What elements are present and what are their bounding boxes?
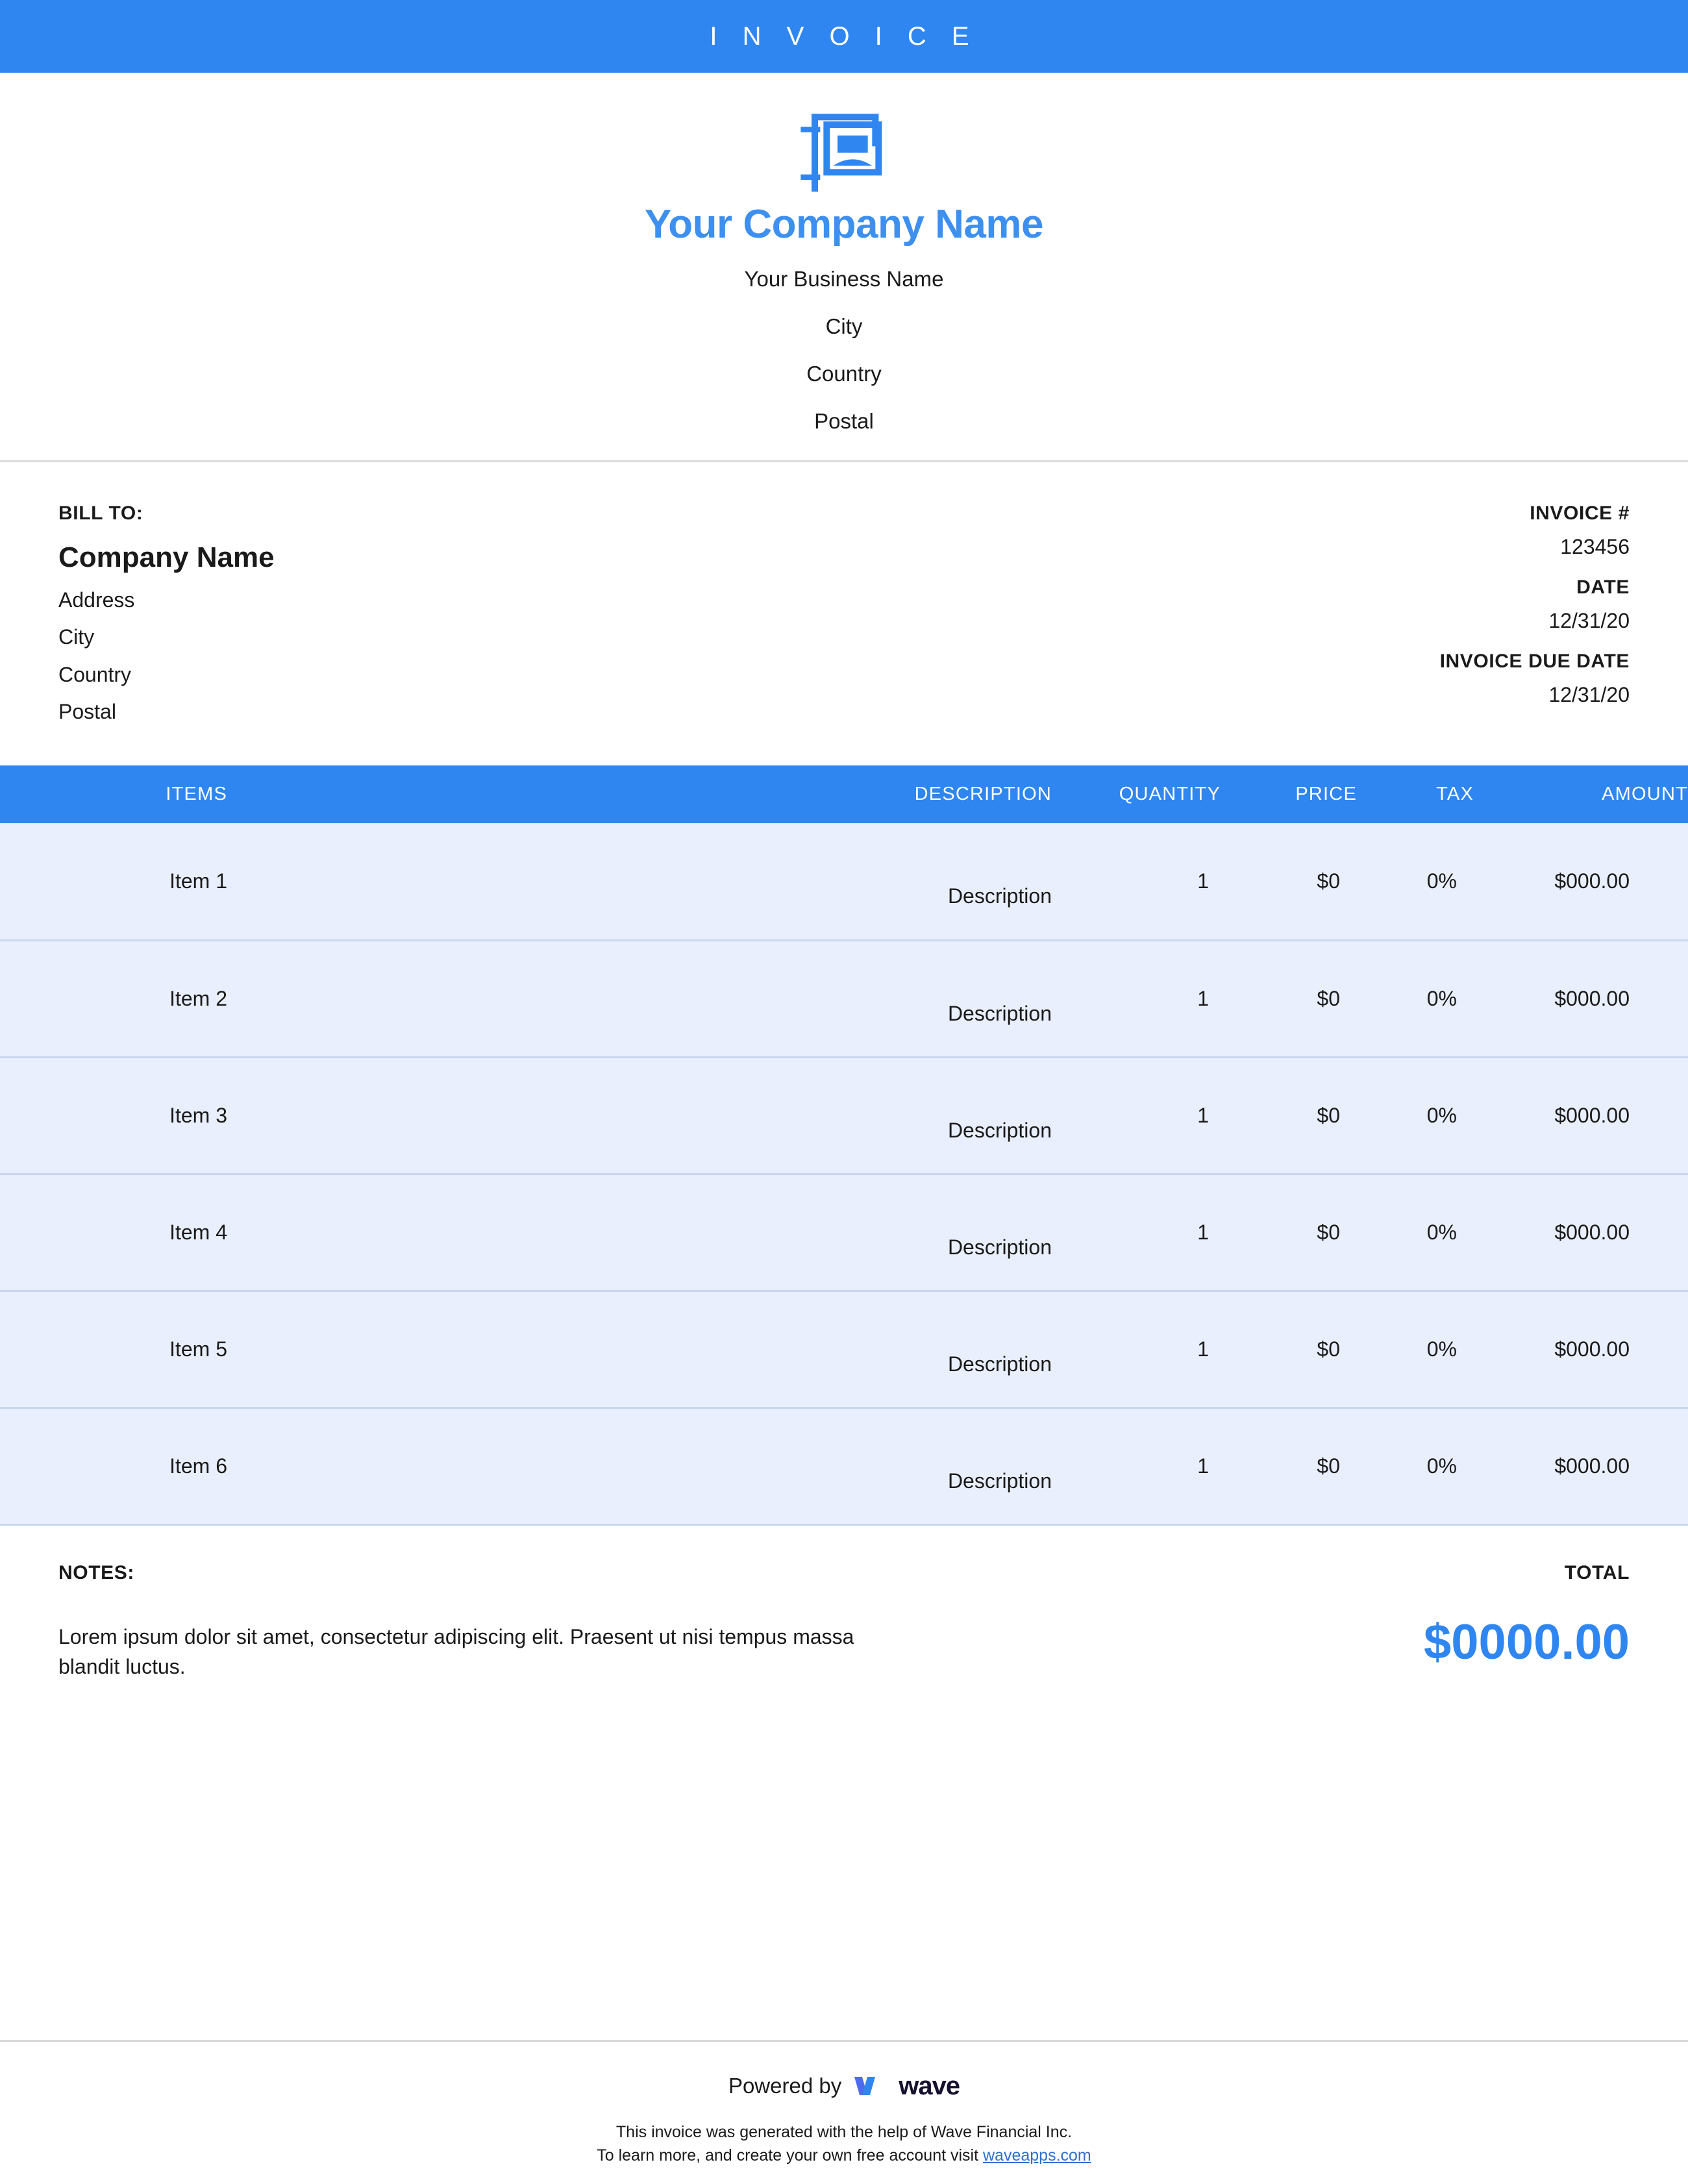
row-item: Item 6: [169, 1454, 227, 1478]
invoice-footer: [0, 2040, 1688, 2184]
invoice-meta-section: [0, 462, 1688, 765]
row-price: $0: [1317, 1220, 1340, 1244]
table-row: [0, 823, 1688, 940]
wave-logo-icon: [852, 2073, 888, 2099]
row-amount: $000.00: [1554, 986, 1630, 1010]
invoice-due-date-label: INVOICE DUE DATE: [1439, 651, 1630, 672]
row-amount: $000.00: [1554, 1454, 1630, 1478]
row-quantity: 1: [1197, 1103, 1209, 1127]
line-items-table: [0, 765, 1688, 1526]
row-price: $0: [1317, 1337, 1340, 1361]
line-items-header: [0, 765, 1688, 823]
table-row: [0, 1291, 1688, 1408]
row-price: $0: [1317, 869, 1340, 893]
wave-wordmark: wave: [899, 2071, 960, 2100]
footer-note: [0, 2120, 1688, 2168]
row-tax: 0%: [1426, 1220, 1457, 1244]
row-item: Item 3: [169, 1103, 227, 1127]
notes-label: NOTES:: [58, 1561, 134, 1583]
company-line-business: Your Business Name: [744, 267, 944, 291]
invoice-due-date-value: 12/31/20: [1548, 683, 1630, 706]
line-items-body: [0, 823, 1688, 1524]
row-amount: $000.00: [1554, 1220, 1630, 1244]
table-row: [0, 940, 1688, 1057]
row-tax: 0%: [1426, 986, 1457, 1010]
total-amount: $0000.00: [1424, 1614, 1630, 1670]
company-name: Your Company Name: [645, 202, 1043, 247]
footer-note-line2-prefix: To learn more, and create your own free account visit: [597, 2146, 983, 2165]
company-line-city: City: [825, 314, 863, 338]
footer-note-line2: [0, 2144, 1688, 2167]
invoice-date-value: 12/31/20: [1548, 609, 1630, 632]
row-description: Description: [947, 1352, 1052, 1376]
bill-to-postal: Postal: [58, 699, 116, 723]
row-price: $0: [1317, 1103, 1340, 1127]
row-item: Item 4: [169, 1220, 227, 1244]
row-item: Item 2: [169, 986, 227, 1010]
row-price: $0: [1317, 1454, 1340, 1478]
row-quantity: 1: [1197, 1454, 1209, 1478]
notes-text: Lorem ipsum dolor sit amet, consectetur adipiscing elit. Praesent ut nisi tempus massa blandit luctus.: [58, 1624, 854, 1678]
invoice-banner: [0, 0, 1688, 73]
row-tax: 0%: [1426, 1103, 1457, 1127]
invoice-number-value: 123456: [1560, 535, 1630, 558]
total-block: [1424, 1562, 1630, 2040]
header-quantity: QUANTITY: [1052, 765, 1221, 823]
row-description: Description: [947, 884, 1052, 908]
table-row: [0, 1174, 1688, 1291]
bill-to-address: Address: [58, 588, 135, 612]
powered-by-label: Powered by: [728, 2074, 842, 2098]
header-items: ITEMS: [0, 765, 227, 823]
row-amount: $000.00: [1554, 869, 1630, 893]
notes-block: [58, 1562, 902, 2040]
bill-to-city: City: [58, 625, 95, 649]
table-row: [0, 1057, 1688, 1174]
row-quantity: 1: [1197, 986, 1209, 1010]
storefront-sign-icon: [789, 112, 899, 196]
invoice-number-label: INVOICE #: [1530, 503, 1630, 524]
powered-by-block: [0, 2072, 1688, 2101]
bill-to-label: BILL TO:: [58, 503, 143, 524]
total-label: TOTAL: [1564, 1561, 1630, 1583]
waveapps-link[interactable]: waveapps.com: [983, 2146, 1091, 2165]
table-row: [0, 1408, 1688, 1524]
row-description: Description: [947, 1235, 1052, 1259]
header-price: PRICE: [1221, 765, 1357, 823]
header-description: DESCRIPTION: [227, 765, 1052, 823]
row-quantity: 1: [1197, 869, 1209, 893]
row-amount: $000.00: [1554, 1337, 1630, 1361]
company-line-postal: Postal: [814, 409, 874, 433]
row-price: $0: [1317, 986, 1340, 1010]
invoice-date-label: DATE: [1576, 577, 1630, 598]
bill-to-country: Country: [58, 662, 132, 686]
notes-total-section: [0, 1526, 1688, 2040]
table-header-row: [0, 765, 1688, 823]
row-description: Description: [947, 1469, 1052, 1493]
company-line-country: Country: [806, 362, 882, 386]
header-tax: TAX: [1357, 765, 1474, 823]
row-quantity: 1: [1197, 1337, 1209, 1361]
header-amount: AMOUNT: [1474, 765, 1688, 823]
footer-note-line1: This invoice was generated with the help of Wave Financial Inc.: [615, 2122, 1073, 2141]
row-description: Description: [947, 1001, 1052, 1025]
company-header: [0, 73, 1688, 462]
bill-to-block: [58, 503, 275, 730]
row-tax: 0%: [1426, 1454, 1457, 1478]
invoice-details-block: [1440, 503, 1630, 730]
row-item: Item 5: [169, 1337, 227, 1361]
bill-to-company-name: Company Name: [58, 541, 275, 573]
row-tax: 0%: [1426, 1337, 1457, 1361]
banner-title: I N V O I C E: [710, 21, 978, 51]
row-amount: $000.00: [1554, 1103, 1630, 1127]
row-tax: 0%: [1426, 869, 1457, 893]
row-description: Description: [947, 1118, 1052, 1142]
row-item: Item 1: [169, 869, 227, 893]
row-quantity: 1: [1197, 1220, 1209, 1244]
